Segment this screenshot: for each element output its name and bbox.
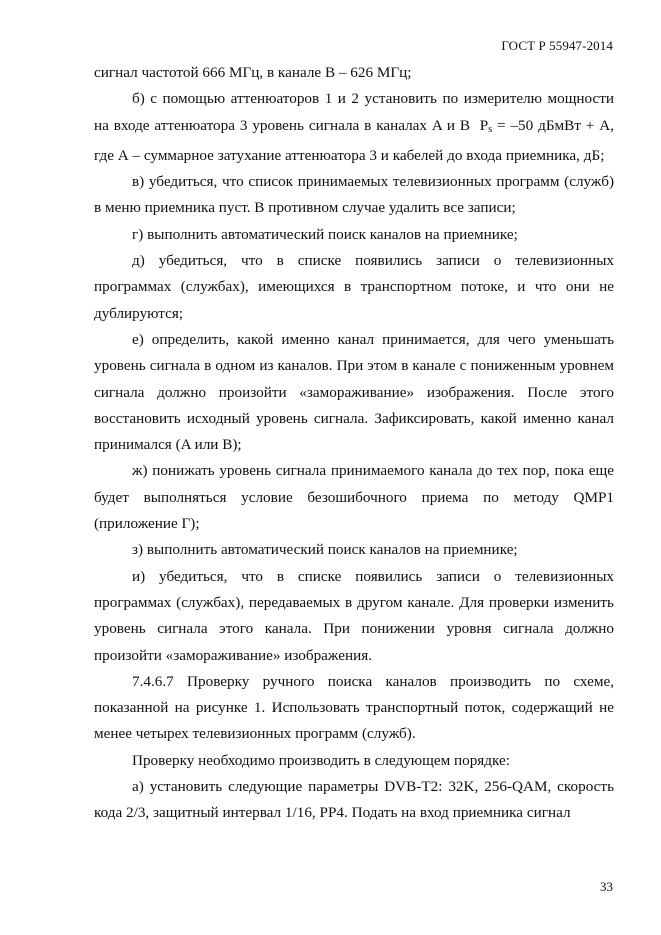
paragraph-item-g: г) выполнить автоматический поиск каналов на приемнике; <box>132 225 518 243</box>
paragraph-item-zh: ж) понижать уровень сигнала принимаемого канала до тех пор, пока еще будет выполняться условие безошибочного приема по методу QMP1 (приложение Г); <box>94 462 614 533</box>
section-7-4-6-7: 7.4.6.7 Проверку ручного поиска каналов производить по схеме, показанной на рисунке 1. Использовать транспортный поток, содержащий не менее четырех телевизионных программ (служб). <box>94 672 614 743</box>
paragraph-item-b-tail: = –50 дБмВт + А, где А – суммарное затухание аттенюатора 3 и кабелей до входа приемника, дБ; <box>94 116 614 164</box>
procedure-intro: Проверку необходимо производить в следующем порядке: <box>132 751 510 769</box>
power-subscript: s <box>488 123 493 135</box>
power-symbol: P <box>479 116 489 134</box>
paragraph-item-i: и) убедиться, что в списке появились записи о телевизионных программах (службах), передаваемых в другом канале. Для проверки изменить уровень сигнала этого канала. При понижении уровня сигнала должно произойти «замораживание» изображения. <box>94 567 614 664</box>
page-body <box>94 60 614 827</box>
document-header: ГОСТ Р 55947-2014 <box>501 38 613 53</box>
paragraph-item-d: д) убедиться, что в списке появились записи о телевизионных программах (службах), имеющихся в транспортном потоке, и что они не дублируются; <box>94 252 614 322</box>
paragraph-item-e: е) определить, какой именно канал принимается, для чего уменьшать уровень сигнала в одном из каналов. При этом в канале с пониженным уровнем сигнала должно произойти «замораживание» изображения. После этого восстановить исходный уровень сигнала. Зафиксировать, какой именно канал принимался (A или B); <box>94 330 614 454</box>
paragraph-item-b <box>94 86 614 169</box>
paragraph-item-a: а) установить следующие параметры DVB-T2: 32K, 256-QAM, скорость кода 2/3, защитный интервал 1/16, PP4. Подать на вход приемника сигнал <box>94 778 614 822</box>
page-number: 33 <box>600 879 613 894</box>
paragraph-continuation: сигнал частотой 666 МГц, в канале B – 626 МГц; <box>94 64 412 81</box>
paragraph-item-b-text: б) с помощью аттенюаторов 1 и 2 установить по измерителю мощности на входе аттенюатора 3 уровень сигнала в каналах A и B <box>94 90 614 134</box>
paragraph-item-z: з) выполнить автоматический поиск каналов на приемнике; <box>132 541 518 559</box>
paragraph-item-v: в) убедиться, что список принимаемых телевизионных программ (служб) в меню приемника пуст. В противном случае удалить все записи; <box>94 173 614 217</box>
